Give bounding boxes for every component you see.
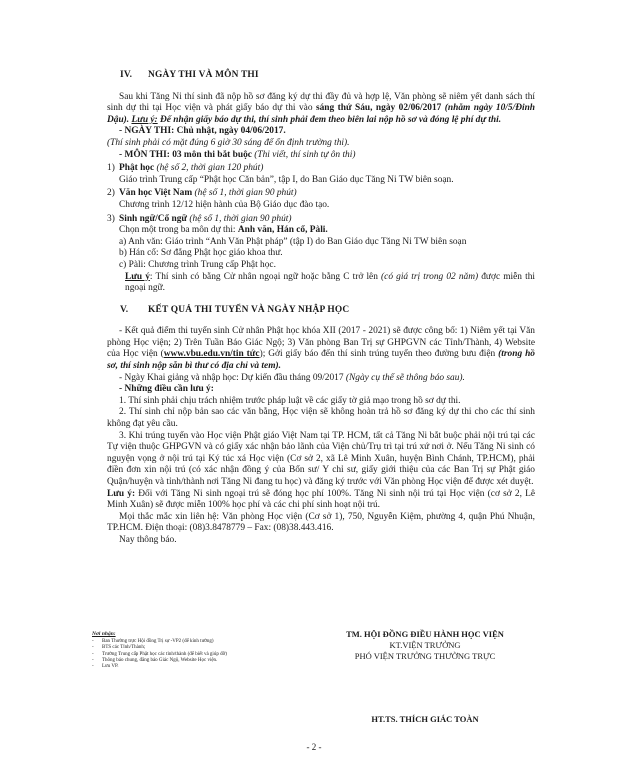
- subject-item-2: [107, 188, 535, 211]
- recipient-item: - BTS các Tỉnh/Thành;: [92, 645, 292, 651]
- text-span: - Kết quả điểm thi tuyển sinh Cử nhân Phật học khóa XII (2017 - 2021) sẽ được công bố: 1) Niêm yết tại Văn phòng Học viện; 2) Trên Tuần Báo Giác Ngộ; 3) Văn phòng Ban Trị sự GHPGVN các Tỉnh/Thành, 4) Website của Học viện (: [107, 326, 535, 360]
- language-choice-text: Chọn một trong ba môn dự thi:: [119, 225, 238, 236]
- signatory-name: HT.TS. THÍCH GIÁC TOÀN: [371, 714, 479, 724]
- subject-note: (hệ số 1, thời gian 90 phút): [187, 213, 292, 224]
- subject-title: Phật học: [119, 163, 155, 174]
- subject-note: (hệ số 1, thời gian 90 phút): [192, 188, 297, 199]
- language-exemption-note: [107, 272, 535, 295]
- website-link[interactable]: www.vbu.edu.vn/tin tức: [163, 349, 260, 360]
- language-option-han: b) Hán cổ: Sơ đẳng Phật học giáo khoa thư.: [119, 248, 283, 259]
- exam-date-label: - NGÀY THI:: [119, 126, 177, 137]
- document-body: [107, 60, 535, 547]
- lunar-date: (nhằm ngày 10/5/Đinh Dậu).: [107, 103, 536, 125]
- section-v-heading: [120, 305, 535, 317]
- note-text: được miễn thi ngoại ngữ.: [125, 271, 536, 294]
- item-number: 2): [107, 188, 115, 199]
- results-paragraph: [107, 326, 535, 372]
- text-span: ); Gởi giấy báo đến thí sinh trúng tuyển theo đường bưu điện: [259, 349, 499, 360]
- note-text: Để nhận giấy báo dự thi, thí sinh phải đem theo biên lai nộp hồ sơ và đóng lệ phí dự thi.: [157, 114, 502, 125]
- exam-notice-paragraph: [107, 92, 535, 127]
- note-text: : Thí sinh có bằng Cử nhân ngoại ngữ hoặc bằng C trở lên: [149, 271, 382, 282]
- recipient-item: - Lưu VP.: [92, 664, 292, 670]
- recipient-item: - Trường Trung cấp Phật học các tỉnh/thành (để biết và giúp đỡ): [92, 652, 292, 658]
- recipient-item: - Ban Thường trực Hội đồng Trị sự -VP2 (để kính tường): [92, 639, 292, 645]
- section-iv-heading: [120, 70, 535, 82]
- section-iv-title: NGÀY THI VÀ MÔN THI: [148, 70, 259, 80]
- subject-item-3: [107, 214, 535, 295]
- page-number: - 2 -: [306, 742, 322, 752]
- subjects-line: [107, 150, 535, 162]
- subject-note: (hệ số 2, thời gian 120 phút): [154, 163, 264, 174]
- fee-note: [107, 489, 535, 512]
- subjects-note: (Thi viết, thí sinh tự ôn thi): [254, 149, 356, 160]
- subjects-label: - MÔN THI: 03 môn thi bắt buộc: [119, 149, 255, 160]
- language-options: Anh văn, Hán cổ, Pàli.: [237, 225, 328, 236]
- language-option-pali: c) Pàli: Chương trình Trung cấp Phật học.: [119, 259, 276, 270]
- opening-date-line: [107, 373, 535, 385]
- note-label: Lưu ý: [125, 271, 150, 282]
- opening-date-note: (Ngày cụ thể sẽ thông báo sau).: [345, 372, 465, 383]
- section-v-title: KẾT QUẢ THI TUYỂN VÀ NGÀY NHẬP HỌC: [148, 304, 350, 315]
- contact-info: Mọi thắc mắc xin liên hệ: Văn phòng Học viện (Cơ sở 1), 750, Nguyễn Kiệm, phường 4, quận Phú Nhuận, TP.HCM. Điện thoại: (08)3.8478779 – Fax: (08)38.443.416.: [107, 511, 535, 534]
- recipients-block: [92, 631, 292, 670]
- language-option-english: a) Anh văn: Giáo trình “Anh Văn Phật pháp” (tập I) do Ban Giáo dục Tăng Ni TW biên soạn: [119, 236, 467, 247]
- signature-title: PHÓ VIỆN TRƯỞNG THƯỜNG TRỰC: [354, 651, 496, 661]
- recipient-item: - Thông báo chung, đăng báo Giác Ngộ, Website Học viện.: [92, 658, 292, 664]
- note-item-1: 1. Thí sinh phải chịu trách nhiệm trước pháp luật về các giấy tờ giả mạo trong hồ sơ dự thi.: [119, 395, 461, 406]
- notice-date: sáng thứ Sáu, ngày 02/06/2017: [315, 103, 442, 114]
- closing-line: Nay thông báo.: [119, 534, 177, 545]
- recipients-title: Nơi nhận:: [92, 631, 116, 637]
- section-v-number: V.: [120, 304, 129, 315]
- notes-heading: - Những điều cần lưu ý:: [119, 384, 214, 395]
- subject-title: Văn học Việt Nam: [119, 188, 193, 199]
- signature-org: TM. HỘI ĐỒNG ĐIỀU HÀNH HỌC VIỆN: [346, 629, 504, 639]
- note-label: Lưu ý:: [131, 114, 158, 125]
- exam-date-note: (Thí sinh phải có mặt đúng 6 giờ 30 sáng để ổn định trường thi).: [107, 137, 350, 148]
- text-span: Sau khi Tăng Ni thí sinh đã nộp hồ sơ đăng ký dự thi đầy đủ và hợp lệ, Văn phòng sẽ niêm yết danh sách thí sinh dự thi tại Học viện và phát giấy báo dự thi vào: [107, 91, 535, 114]
- section-iv-number: IV.: [120, 70, 133, 80]
- signature-role: KT.VIỆN TRƯỞNG: [389, 640, 461, 650]
- subject-description: Giáo trình Trung cấp “Phật học Căn bản”, tập I, do Ban Giáo dục Tăng Ni TW biên soạn.: [119, 174, 454, 185]
- note-item-2: 2. Thí sinh chỉ nộp bản sao các văn bằng, Học viện sẽ không hoàn trả hồ sơ đăng ký dự thi cho các thí sinh không đạt yêu cầu.: [107, 407, 535, 430]
- exam-date-line: [107, 126, 535, 138]
- subject-item-1: [107, 163, 535, 186]
- item-number: 3): [107, 213, 115, 224]
- item-number: 1): [107, 163, 115, 174]
- note-item-3: 3. Khi trúng tuyển vào Học viện Phật giáo Việt Nam tại TP. HCM, tất cả Tăng Ni bắt buộc phải nội trú tại các Tự viện thuộc GHPGVN và có giấy xác nhận bảo lãnh của Viện chủ/Trụ trì tại trú xứ nơi ở. Nếu Tăng Ni sinh có nguyện vọng ở nội trú tại Ký túc xá Học viện (Cơ sở 2, xã Lê Minh Xuân, huyện Bình Chánh, TP.HCM), phải điền đơn xin nội trú (có xác nhận đồng ý của Bổn sư/ Y chỉ sư, giấy giới thiệu của các Ban Trị sự Phật giáo Quận/huyện và tỉnh/thành nơi Tăng Ni đang tu học) và đăng ký trước với Văn phòng Học viện để được xét duyệt.: [107, 430, 535, 487]
- fee-note-text: Đối với Tăng Ni sinh ngoại trú sẽ đóng học phí 100%. Tăng Ni sinh nội trú tại Học viện (cơ sở 2, Lê Minh Xuân) sẽ được miễn 100% học phí và các chi phí sinh hoạt nội trú.: [107, 488, 535, 511]
- fee-note-label: Lưu ý:: [107, 488, 136, 499]
- subject-description: Chương trình 12/12 hiện hành của Bộ Giáo dục đào tạo.: [119, 199, 330, 210]
- mail-note: (trong hồ sơ, thí sinh nộp sẵn bì thư có địa chỉ và tem).: [107, 349, 535, 372]
- signature-block: [300, 629, 550, 725]
- exam-date-value: Chủ nhật, ngày 04/06/2017.: [176, 126, 286, 137]
- opening-date-text: - Ngày Khai giảng và nhập học: Dự kiến đầu tháng 09/2017: [119, 372, 346, 383]
- subject-title: Sinh ngữ/Cổ ngữ: [119, 213, 188, 224]
- note-validity: (có giá trị trong 02 năm): [381, 271, 479, 282]
